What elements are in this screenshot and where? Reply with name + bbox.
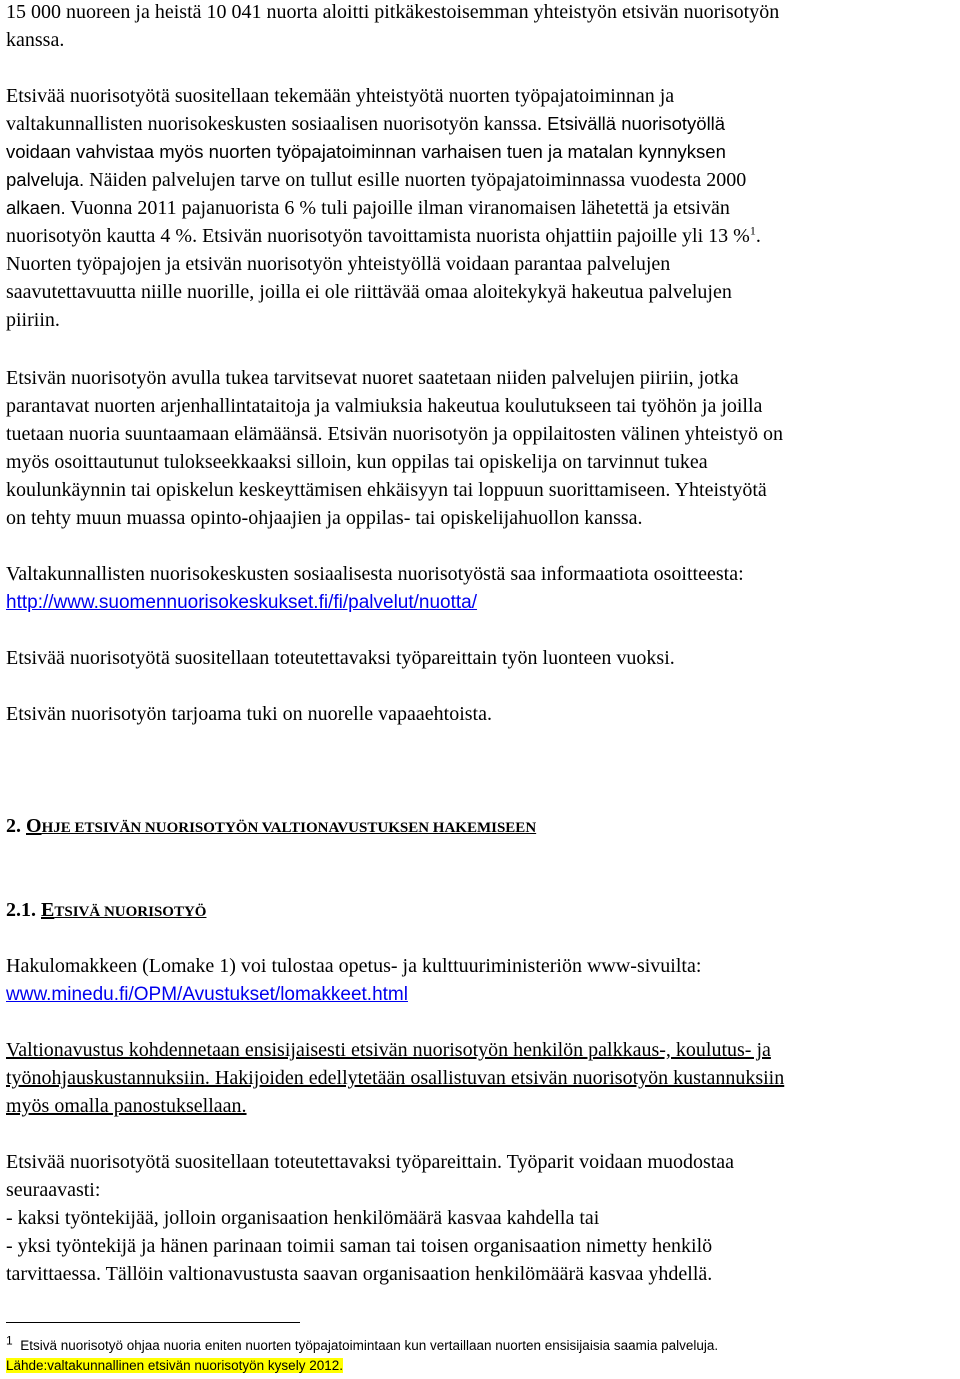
paragraph-line: koulunkäynnin tai opiskelun keskeyttämisen ehkäisyyn tai loppuun suorittamiseen. Yhteistyötä [6,479,767,501]
paragraph-line: Etsivää nuorisotyötä suositellaan tekemään yhteistyötä nuorten työpajatoiminnan ja [6,85,675,107]
paragraph-line: voidaan vahvistaa myös nuorten työpajatoiminnan varhaisen tuen ja matalan kynnyksen [6,141,726,162]
paragraph-line: palveluja. Näiden palvelujen tarve on tullut esille nuorten työpajatoiminnassa vuodesta 2000 [6,169,747,191]
nuorisokeskukset-link[interactable]: http://www.suomennuorisokeskukset.fi/fi/palvelut/nuotta/ [6,592,478,613]
list-item: - kaksi työntekijää, jolloin organisaation henkilömäärä kasvaa kahdella tai [6,1207,600,1229]
paragraph-line: Etsivän nuorisotyön avulla tukea tarvitsevat nuoret saatetaan niiden palvelujen piiriin, jotka [6,367,739,389]
paragraph-line: Etsivää nuorisotyötä suositellaan toteutettavaksi työpareittain työn luonteen vuoksi. [6,647,675,669]
paragraph-line: Etsivän nuorisotyön tarjoama tuki on nuorelle vapaaehtoista. [6,703,492,725]
footnote-separator [6,1322,300,1323]
paragraph-line: nuorisotyön kautta 4 %. Etsivän nuorisotyön tavoittamista nuorista ohjattiin pajoille yli 13 %$^1$. [6,223,761,247]
paragraph-line: 15 000 nuoreen ja heistä 10 041 nuorta aloitti pitkäkestoisemman yhteistyön etsivän nuorisotyön [6,1,780,23]
paragraph-line: parantavat nuorten arjenhallintataitoja ja valmiuksia hakeutua koulutukseen tai työhön ja joilla [6,395,763,417]
section-heading-2: 2. OHJE ETSIVÄN NUORISOTYÖN VALTIONAVUSTUKSEN HAKEMISEEN [6,815,537,837]
section-heading-2-1: 2.1. ETSIVÄ NUORISOTYÖ [6,899,207,921]
footnote-reference: 1 [749,223,756,238]
paragraph-line: tarvittaessa. Tällöin valtionavustusta saavan organisaation henkilömäärä kasvaa yhdellä. [6,1263,713,1285]
paragraph-line: myös omalla panostuksellaan. [6,1095,247,1117]
paragraph-line: kanssa. [6,29,65,51]
paragraph-line [6,588,477,617]
paragraph-line: valtakunnallisten nuorisokeskusten sosiaalisen nuorisotyön kanssa. Etsivällä nuorisotyöllä [6,113,726,135]
paragraph-line: saavutettavuutta niille nuorille, joilla ei ole riittävää omaa aloitekykyä hakeutua palvelujen [6,281,732,303]
paragraph-line: seuraavasti: [6,1179,101,1201]
footnote-text: $^1$ Etsivä nuorisotyö ohjaa nuoria eniten nuorten työpajatoimintaan kun vertaillaan nuorten ensisijaisia saamia palveluja. [6,1333,719,1353]
paragraph-line: Valtionavustus kohdennetaan ensisijaisesti etsivän nuorisotyön henkilön palkkaus-, koulutus- ja [6,1039,771,1061]
paragraph-line: työnohjauskustannuksiin. Hakijoiden edellytetään osallistuvan etsivän nuorisotyön kustannuksiin [6,1067,785,1089]
paragraph-line [6,980,408,1009]
paragraph-line: Valtakunnallisten nuorisokeskusten sosiaalisesta nuorisotyöstä saa informaatiota osoitteesta: [6,563,744,585]
paragraph-line: alkaen. Vuonna 2011 pajanuorista 6 % tuli pajoille ilman viranomaisen lähetettä ja etsivän [6,197,730,219]
footnote-mark: 1 [6,1333,13,1348]
paragraph-line: Nuorten työpajojen ja etsivän nuorisotyön yhteistyöllä voidaan parantaa palvelujen [6,253,671,275]
paragraph-line: tuetaan nuoria suuntaamaan elämäänsä. Etsivän nuorisotyön ja oppilaitosten välinen yhteistyö on [6,423,784,445]
footnote-source: Lähde:valtakunnallinen etsivän nuorisotyön kysely 2012. [6,1358,343,1373]
paragraph-line: Hakulomakkeen (Lomake 1) voi tulostaa opetus- ja kulttuuriministeriön www-sivuilta: [6,955,702,977]
paragraph-line: myös osoittautunut tulokseekkaaksi silloin, kun oppilas tai opiskelija on tarvinnut tukea [6,451,708,473]
paragraph-line: on tehty muun muassa opinto-ohjaajien ja oppilas- tai opiskelijahuollon kanssa. [6,507,643,529]
paragraph-line: piiriin. [6,309,60,331]
minedu-lomakkeet-link[interactable]: www.minedu.fi/OPM/Avustukset/lomakkeet.html [6,984,408,1005]
paragraph-line: Etsivää nuorisotyötä suositellaan toteutettavaksi työpareittain. Työparit voidaan muodostaa [6,1151,735,1173]
list-item: - yksi työntekijä ja hänen parinaan toimii saman tai toisen organisaation nimetty henkilö [6,1235,713,1257]
